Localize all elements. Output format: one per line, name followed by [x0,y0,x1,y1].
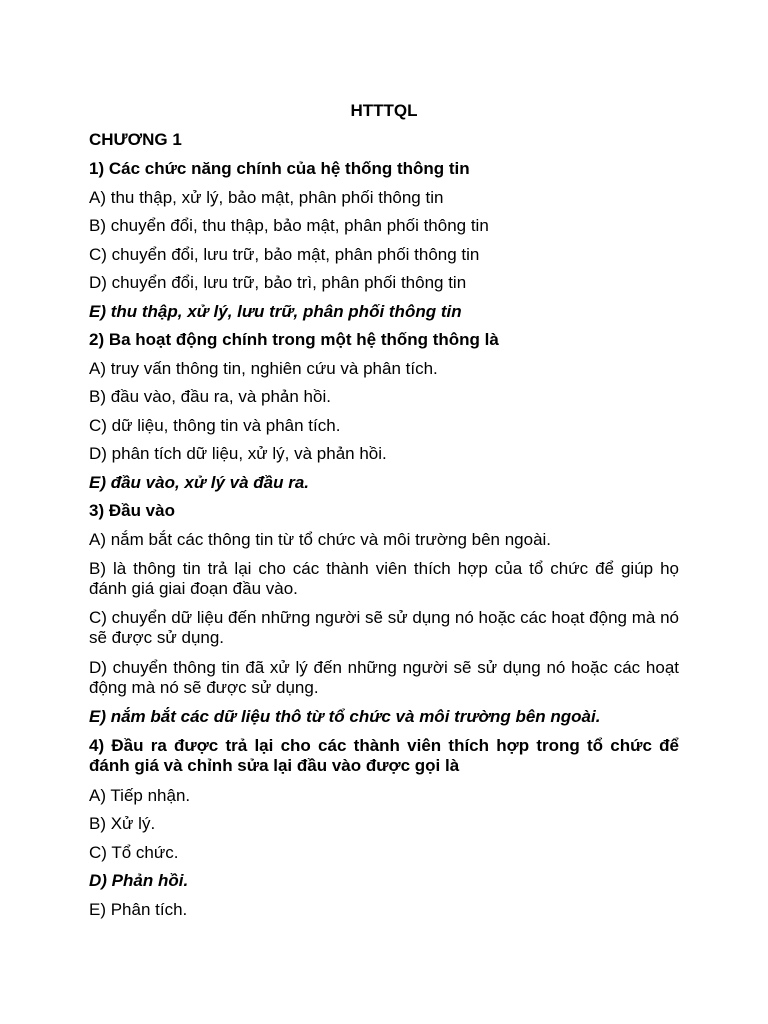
q3-option-b: B) là thông tin trả lại cho các thành viên thích hợp của tổ chức để giúp họ đánh giá giai đoạn đầu vào. [89,559,679,598]
q2-option-c: C) dữ liệu, thông tin và phân tích. [89,416,341,435]
option-text: C) chuyển đổi, lưu trữ, bảo mật, phân phối [89,245,410,264]
q1-option-d [89,273,679,293]
q4-option-a: A) Tiếp nhận. [89,786,191,805]
q4-option-c: C) Tổ chức. [89,843,179,862]
q3-option-c: C) chuyển dữ liệu đến những người sẽ sử dụng nó hoặc các hoạt động mà nó sẽ được sử dụng. [89,608,679,647]
option-text: A) thu thập, xử lý, bảo mật, phân phối [89,188,374,207]
q4-option-b: B) Xử lý. [89,814,156,833]
q3-option-a: A) nắm bắt các thông tin từ tổ chức và môi trường bên ngoài. [89,530,552,549]
q1-option-b [89,216,679,236]
chapter-heading: CHƯƠNG 1 [89,130,182,149]
option-suffix: thông tin [418,216,489,235]
q2-option-d: D) phân tích dữ liệu, xử lý, và phản hồi. [89,444,387,463]
option-suffix: thông tin [373,188,444,207]
q2-option-b: B) đầu vào, đầu ra, và phản hồi. [89,387,331,406]
q2-option-a: A) truy vấn thông tin, nghiên cứu và phân tích. [89,359,438,378]
q1-option-a [89,188,679,208]
q1-option-c [89,245,679,265]
document-title: HTTTQL [350,101,418,120]
q1-option-e-answer: E) thu thập, xử lý, lưu trữ, phân phối thông tin [89,302,462,321]
option-text: D) chuyển đổi, lưu trữ, bảo trì, phân phối [89,273,397,292]
question-3: 3) Đầu vào [89,501,175,520]
option-suffix: thông tin [409,245,480,264]
q3-option-d: D) chuyển thông tin đã xử lý đến những người sẽ sử dụng nó hoặc các hoạt động mà nó sẽ được sử dụng. [89,658,679,697]
option-text: B) chuyển đổi, thu thập, bảo mật, phân phối [89,216,419,235]
q4-option-d-answer: D) Phản hồi. [89,871,189,890]
q4-option-e: E) Phân tích. [89,900,188,919]
question-4: 4) Đầu ra được trả lại cho các thành viên thích hợp trong tổ chức để đánh giá và chỉnh sửa lại đầu vào được gọi là [89,736,679,775]
option-suffix: thông tin [396,273,467,292]
q2-option-e-answer: E) đầu vào, xử lý và đầu ra. [89,473,309,492]
question-1: 1) Các chức năng chính của hệ thống thông tin [89,159,470,178]
question-2: 2) Ba hoạt động chính trong một hệ thống thông là [89,330,499,349]
q3-option-e-answer: E) nắm bắt các dữ liệu thô từ tổ chức và môi trường bên ngoài. [89,707,601,726]
